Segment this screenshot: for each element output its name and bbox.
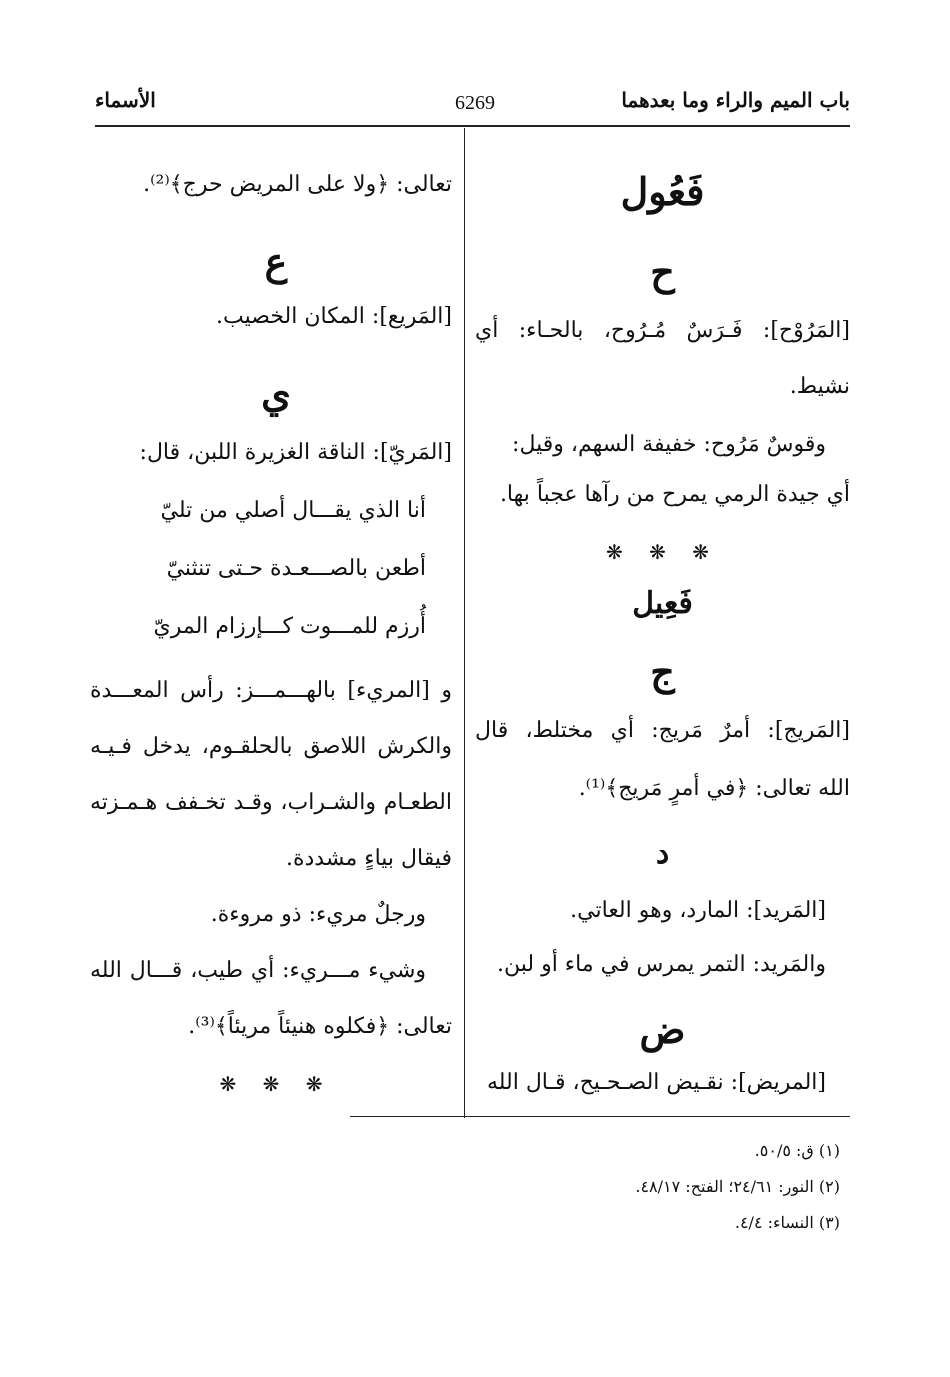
entry-marwah-line: نشيط. (789, 374, 850, 399)
entry-mari-line: والكرش اللاصق بالحلقـوم، يدخل فـيـه (90, 734, 452, 759)
pattern-heading-fail: فَعِيل (632, 586, 693, 621)
entry-shay-line: وشيء مـــريء: أي طيب، قـــال الله (90, 958, 426, 983)
footnote: (٣) النساء: ٤/٤. (734, 1213, 840, 1232)
entry-marij-line: الله تعالى: ﴿في أمرٍ مَريج﴾⁽¹⁾. (578, 776, 850, 801)
letter-heading-dad: ض (639, 1007, 686, 1052)
chapter-title: باب الميم والراء وما بعدهما (621, 88, 850, 112)
entry-marij-line: [المَريج]: أمرٌ مَريج: أي مختلط، قال (475, 718, 850, 743)
letter-heading-ya: ي (261, 371, 291, 416)
page-header (95, 82, 850, 122)
column-divider (464, 128, 465, 1118)
entry-mariyy: [المَريّ]: الناقة الغزيرة اللبن، قال: (139, 440, 452, 465)
footnote: (١) ق: ٥٠/٥. (754, 1141, 840, 1160)
letter-heading-ha: ح (650, 249, 675, 294)
entry-qaws-line: وقوسٌ مَرُوح: خفيفة السهم، وقيل: (512, 432, 826, 457)
footnote-rule (350, 1116, 850, 1117)
entry-marid-line: [المريض]: نقـيض الصـحـيح، قـال الله (486, 1070, 826, 1095)
entry-qaws-line: أي جيدة الرمي يمرح من رآها عجباً بها. (499, 482, 850, 507)
entry-shay-line: تعالى: ﴿فكلوه هنيئاً مريئاً﴾⁽³⁾. (188, 1014, 452, 1039)
entry-rajul: ورجلٌ مريء: ذو مروءة. (210, 902, 426, 927)
continuation-line: تعالى: ﴿ولا على المريض حرج﴾⁽²⁾. (143, 172, 452, 197)
poem-verse: أنا الذي يقـــال أصلي من تليّ (160, 498, 426, 523)
entry-mari-line: و [المريء] بالهـــمـــز: رأس المعـــدة (90, 678, 452, 703)
letter-heading-ayn: ع (264, 239, 288, 284)
poem-verse: أُرزم للمـــوت كـــإرزام المريّ (153, 614, 426, 639)
footnote: (٢) النور: ٢٤/٦١؛ الفتح: ٤٨/١٧. (635, 1177, 840, 1196)
poem-verse: أطعن بالصـــعـدة حـتى تنثنيّ (166, 556, 426, 581)
section-separator-stars: ❋ ❋ ❋ (219, 1072, 333, 1096)
page-number: 6269 (455, 92, 495, 114)
pattern-heading-faul: فَعُول (620, 169, 705, 214)
entry-marwah-line: [المَرُوْح]: فَـرَسٌ مُـرُوح، بالحـاء: أي (475, 318, 850, 343)
entry-marid-line: والمَريد: التمر يمرس في ماء أو لبن. (497, 952, 826, 977)
letter-heading-jim: ج (650, 649, 675, 694)
entry-mari-line: الطعـام والشـراب، وقـد تخـفف هـمـزته (90, 790, 452, 815)
entry-marie: [المَريع]: المكان الخصيب. (216, 304, 452, 329)
header-rule (95, 125, 850, 127)
letter-heading-dal: د (655, 836, 670, 871)
entry-marid-line: [المَريد]: المارد، وهو العاتي. (570, 898, 826, 923)
section-title: الأسماء (95, 88, 156, 112)
section-separator-stars: ❋ ❋ ❋ (606, 540, 719, 564)
entry-mari-line: فيقال بياءٍ مشددة. (285, 846, 452, 871)
